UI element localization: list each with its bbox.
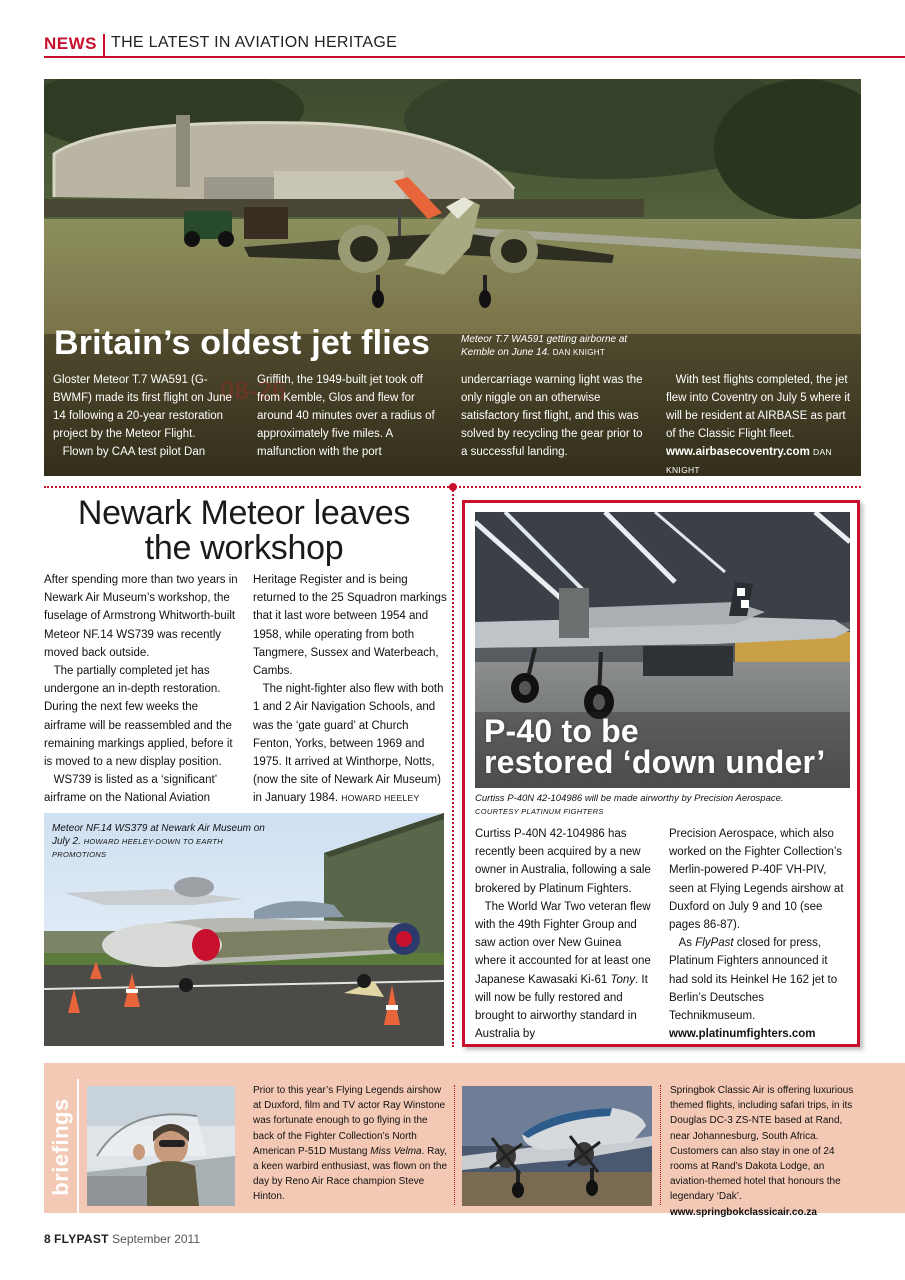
issue-date: September 2011 (112, 1232, 200, 1246)
hero-col4-text: With test flights completed, the jet flew into Coventry on July 5 where it will be resident at AIRBASE as part of the Classic Flight fleet. (666, 374, 851, 440)
section-header (44, 32, 905, 58)
dc3-image (462, 1086, 652, 1206)
p40-column-2 (669, 825, 849, 1043)
newark-column-2 (253, 571, 449, 808)
hero-link[interactable]: www.airbasecoventry.com (666, 446, 810, 458)
newark-headline-line1: Newark Meteor leaves (77, 494, 411, 532)
newark-caption-text: Meteor NF.14 WS379 at Newark Air Museum on July 2. (52, 823, 265, 847)
hero-column-3: undercarriage warning light was the only niggle on an otherwise satisfactory first flight, and this was solved by recycling the gear prior to a successful landing. (461, 374, 643, 458)
p40-p2a: The World War Two veteran flew with the 49th Fighter Group and saw action over New Guinea where it accounted for at least one Japanese Kawasaki Ki-61 (475, 900, 651, 986)
hero-caption-credit: DAN KNIGHT (552, 348, 606, 357)
p40-headline-line1: P-40 to be (484, 713, 639, 749)
p40-caption-text: Curtiss P-40N 42-104986 will be made airworthy by Precision Aerospace. (475, 793, 784, 804)
newark-p3: WS739 is listed as a ‘significant’ airframe on the National Aviation (44, 774, 217, 805)
briefing-item-1 (253, 1083, 448, 1205)
p40-p4a: As (678, 937, 696, 950)
section-tagline: THE LATEST IN AVIATION HERITAGE (111, 34, 398, 51)
header-divider (103, 34, 105, 56)
briefings-divider-1 (454, 1085, 455, 1205)
p40-p3: Precision Aerospace, which also worked on the Fighter Collection’s Merlin-powered P-40F VH-PIV, seen at Flying Legends airshow at Duxford on July 9 and 10 (see pages 86-87). (669, 828, 844, 932)
p40-column-1 (475, 825, 655, 1043)
hero-col1b-text: Flown by CAA test pilot Dan (62, 446, 206, 458)
newark-p2: The partially completed jet has undergone an in-depth restoration. During the next few weeks the airframe will be reassembled and the remaining markings applied, before it is moved to a new display position. (44, 665, 233, 769)
divider-dot (449, 483, 457, 491)
hero-caption (461, 333, 661, 359)
hero-story (44, 79, 861, 476)
p40-story-box (462, 500, 860, 1047)
newark-p5: The night-fighter also flew with both 1 and 2 Air Navigation Schools, and was the ‘gate guard’ at Church Fenton, Yorks, between 1969 and 1975. It arrived at Winthorpe, Notts, (now the site of Newark Air Museum) in January 1984. (253, 683, 444, 805)
dotted-divider-vertical (452, 487, 454, 1047)
briefings-label-text: briefings (48, 1098, 73, 1196)
p40-headline-line2: restored ‘down under’ (484, 744, 826, 780)
hero-column-2: Griffith, the 1949-built jet took off from Kemble, Glos and flew for around 40 minutes over a radius of approximately five miles. A malfunction with the port (257, 374, 435, 458)
p40-link[interactable]: www.platinumfighters.com (669, 1028, 816, 1041)
briefings-label (47, 1083, 75, 1210)
newark-headline (44, 496, 444, 566)
page-folio (44, 1232, 200, 1246)
briefing-item-2 (670, 1083, 860, 1220)
section-tag: NEWS (44, 34, 97, 53)
newark-caption (52, 822, 272, 861)
hero-caption-text: Meteor T.7 WA591 getting airborne at Kemble on June 14. (461, 334, 628, 358)
newark-column-1 (44, 571, 240, 808)
p40-p2b: . It will now be fully restored and brought to airworthy standard in Australia by (475, 973, 648, 1041)
newark-meteor-photo (44, 813, 444, 1046)
p40-caption-credit: COURTESY PLATINUM FIGHTERS (475, 807, 604, 816)
briefing-2-link[interactable]: www.springbokclassicair.co.za (670, 1206, 817, 1218)
p40-tony: Tony (610, 973, 636, 986)
hero-column-4 (666, 371, 854, 476)
newark-p1: After spending more than two years in Newark Air Museum’s workshop, the fuselage of Armstrong Whitworth-built Meteor NF.14 WS739 was recently moved back outside. (44, 574, 238, 659)
hero-col1-text: Gloster Meteor T.7 WA591 (G-BWMF) made its first flight on June 14 following a 20-year restoration project by the Meteor Flight. (53, 374, 232, 440)
newark-caption-credit: HOWARD HEELEY-DOWN TO EARTH PROMOTIONS (52, 837, 223, 859)
dc3-photo (462, 1086, 652, 1206)
briefing-2-text: Springbok Classic Air is offering luxurious themed flights, including safari trips, in its Douglas DC-3 ZS-NTE based at Rand, near Johannesburg, South Africa. Customers can also stay in one of 24 rooms at Rand’s Dakota Lodge, an aviation-themed hotel that honours the legendary ‘Dak’. (670, 1085, 854, 1203)
p40-hangar-photo (475, 512, 850, 788)
mustang-cockpit-image (87, 1086, 235, 1206)
newark-headline-line2: the workshop (144, 529, 344, 567)
p40-p4b: closed for press, Platinum Fighters announced it had sold its Heinkel He 162 jet to Berlin’s Deutsches Technikmuseum. (669, 937, 838, 1023)
newark-p4: Heritage Register and is being returned to the 25 Squadron markings that it last wore between 1954 and 1958, while operating from both Tangmere, Sussex and Waterbeach, Cambs. (253, 574, 447, 678)
briefings-strip (44, 1063, 905, 1218)
newark-credit: HOWARD HEELEY (341, 793, 420, 804)
briefings-rule (77, 1079, 79, 1213)
hero-column-1 (53, 371, 241, 461)
p40-p1: Curtiss P-40N 42-104986 has recently been acquired by a new owner in Australia, following a sale brokered by Platinum Fighters. (475, 828, 651, 895)
hero-col4-credit: DAN KNIGHT (666, 447, 832, 475)
page-number: 8 (44, 1232, 51, 1246)
p40-caption (475, 792, 835, 818)
briefing-1-miss-velma: Miss Velma (370, 1145, 422, 1157)
briefing-1-text-a: Prior to this year’s Flying Legends airshow at Duxford, film and TV actor Ray Winstone was fortunate enough to go flying in the back of the Fighter Collection’s North American P-51D Mustang (253, 1085, 446, 1157)
hero-headline: Britain’s oldest jet flies (54, 324, 431, 362)
magazine-name: FLYPAST (54, 1232, 109, 1246)
p40-headline (484, 713, 826, 780)
ray-winstone-photo (87, 1086, 235, 1206)
briefing-1-text-b: . Ray, a keen warbird enthusiast, was flown on the day by Reno Air Race champion Steve Hinton. (253, 1145, 447, 1203)
briefings-divider-2 (660, 1085, 661, 1205)
p40-flypast: FlyPast (695, 937, 734, 950)
